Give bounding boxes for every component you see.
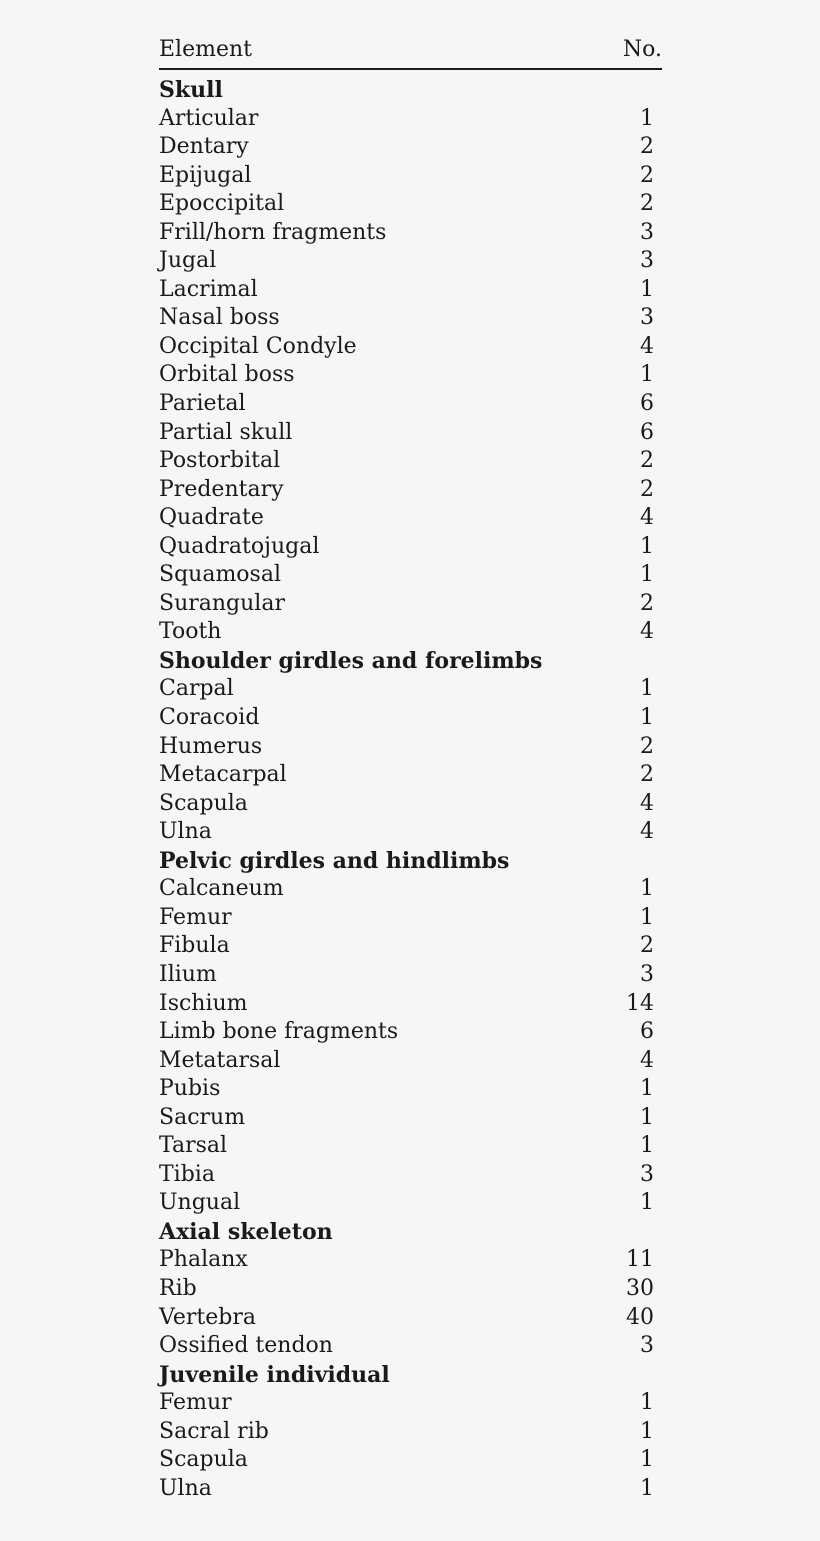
element-count: 6 <box>640 391 654 417</box>
table-row <box>159 1047 662 1076</box>
element-count: 1 <box>640 1390 654 1416</box>
element-count: 4 <box>640 619 654 645</box>
table-header <box>159 34 662 70</box>
table-row <box>159 1304 662 1333</box>
element-count: 1 <box>640 105 654 131</box>
section-title: Axial skeleton <box>159 1218 333 1245</box>
element-name: Postorbital <box>159 448 281 474</box>
element-count: 6 <box>640 1019 654 1045</box>
element-name: Limb bone fragments <box>159 1019 399 1045</box>
section-title: Pelvic girdles and hindlimbs <box>159 847 510 874</box>
table-row <box>159 590 662 619</box>
column-header-element: Element <box>159 37 253 62</box>
element-count-table <box>159 34 662 1503</box>
section-heading <box>159 847 662 876</box>
element-count: 11 <box>626 1247 654 1273</box>
element-count: 4 <box>640 505 654 531</box>
element-name: Lacrimal <box>159 276 258 302</box>
table-row <box>159 105 662 134</box>
table-row <box>159 1075 662 1104</box>
element-count: 4 <box>640 819 654 845</box>
element-name: Ulna <box>159 819 212 845</box>
element-count: 3 <box>640 1161 654 1187</box>
table-body <box>159 76 662 1503</box>
element-name: Coracoid <box>159 705 260 731</box>
element-count: 1 <box>640 276 654 302</box>
table-row <box>159 904 662 933</box>
section-title: Shoulder girdles and forelimbs <box>159 647 543 674</box>
element-name: Phalanx <box>159 1247 248 1273</box>
element-name: Scapula <box>159 790 248 816</box>
table-row <box>159 961 662 990</box>
element-name: Nasal boss <box>159 305 280 331</box>
element-count: 4 <box>640 333 654 359</box>
section-heading <box>159 1361 662 1390</box>
table-row <box>159 932 662 961</box>
table-row <box>159 1132 662 1161</box>
element-name: Quadratojugal <box>159 533 320 559</box>
section-heading <box>159 76 662 105</box>
element-count: 1 <box>640 904 654 930</box>
table-row <box>159 1275 662 1304</box>
table-row <box>159 1389 662 1418</box>
element-count: 2 <box>640 590 654 616</box>
element-count: 3 <box>640 1333 654 1359</box>
element-count: 14 <box>626 990 654 1016</box>
element-name: Pubis <box>159 1076 221 1102</box>
element-name: Ilium <box>159 961 217 987</box>
element-count: 1 <box>640 362 654 388</box>
element-count: 1 <box>640 676 654 702</box>
table-row <box>159 390 662 419</box>
element-count: 6 <box>640 419 654 445</box>
table-row <box>159 1189 662 1218</box>
element-name: Sacral rib <box>159 1418 269 1444</box>
table-row <box>159 219 662 248</box>
table-row <box>159 533 662 562</box>
table-row <box>159 361 662 390</box>
element-name: Metatarsal <box>159 1047 281 1073</box>
element-name: Fibula <box>159 933 230 959</box>
table-row <box>159 419 662 448</box>
table-row <box>159 1246 662 1275</box>
section-heading <box>159 647 662 676</box>
element-name: Jugal <box>159 248 217 274</box>
element-count: 2 <box>640 162 654 188</box>
table-row <box>159 1104 662 1133</box>
element-name: Epoccipital <box>159 191 285 217</box>
element-name: Femur <box>159 904 232 930</box>
element-name: Scapula <box>159 1447 248 1473</box>
element-name: Parietal <box>159 391 246 417</box>
table-row <box>159 704 662 733</box>
table-row <box>159 190 662 219</box>
element-name: Epijugal <box>159 162 252 188</box>
element-name: Dentary <box>159 134 249 160</box>
element-name: Predentary <box>159 476 284 502</box>
table-row <box>159 1332 662 1361</box>
element-count: 2 <box>640 762 654 788</box>
element-count: 3 <box>640 219 654 245</box>
element-count: 2 <box>640 448 654 474</box>
element-count: 1 <box>640 1190 654 1216</box>
element-name: Rib <box>159 1275 197 1301</box>
element-name: Quadrate <box>159 505 264 531</box>
element-name: Tooth <box>159 619 222 645</box>
element-count: 4 <box>640 1047 654 1073</box>
table-row <box>159 1446 662 1475</box>
table-row <box>159 162 662 191</box>
element-count: 2 <box>640 733 654 759</box>
element-count: 1 <box>640 1104 654 1130</box>
table-row <box>159 990 662 1019</box>
element-name: Tibia <box>159 1161 215 1187</box>
table-row <box>159 333 662 362</box>
table-row <box>159 733 662 762</box>
section-title: Juvenile individual <box>159 1361 390 1388</box>
element-name: Sacrum <box>159 1104 246 1130</box>
table-row <box>159 790 662 819</box>
element-name: Femur <box>159 1390 232 1416</box>
section-title: Skull <box>159 77 223 103</box>
element-count: 1 <box>640 876 654 902</box>
table-row <box>159 276 662 305</box>
table-row <box>159 1161 662 1190</box>
element-count: 4 <box>640 790 654 816</box>
element-count: 3 <box>640 305 654 331</box>
element-count: 40 <box>626 1304 654 1330</box>
element-name: Surangular <box>159 590 285 616</box>
element-name: Carpal <box>159 676 234 702</box>
table-row <box>159 818 662 847</box>
element-count: 1 <box>640 1447 654 1473</box>
table-row <box>159 133 662 162</box>
element-name: Orbital boss <box>159 362 295 388</box>
table-row <box>159 304 662 333</box>
table-row <box>159 1418 662 1447</box>
table-row <box>159 476 662 505</box>
element-count: 2 <box>640 476 654 502</box>
element-name: Calcaneum <box>159 876 284 902</box>
element-name: Squamosal <box>159 562 281 588</box>
table-row <box>159 1018 662 1047</box>
element-name: Ossified tendon <box>159 1333 333 1359</box>
element-count: 2 <box>640 191 654 217</box>
element-count: 1 <box>640 1133 654 1159</box>
element-count: 1 <box>640 1475 654 1501</box>
element-name: Tarsal <box>159 1133 228 1159</box>
element-name: Vertebra <box>159 1304 256 1330</box>
element-count: 1 <box>640 533 654 559</box>
table-row <box>159 561 662 590</box>
element-count: 3 <box>640 961 654 987</box>
element-name: Ulna <box>159 1475 212 1501</box>
element-count: 1 <box>640 1076 654 1102</box>
table-row <box>159 675 662 704</box>
table-row <box>159 247 662 276</box>
table-row <box>159 447 662 476</box>
table-row <box>159 504 662 533</box>
element-count: 2 <box>640 933 654 959</box>
element-name: Ungual <box>159 1190 241 1216</box>
element-count: 1 <box>640 562 654 588</box>
element-name: Ischium <box>159 990 248 1016</box>
table-row <box>159 618 662 647</box>
element-name: Occipital Condyle <box>159 333 357 359</box>
element-name: Humerus <box>159 733 263 759</box>
element-name: Partial skull <box>159 419 293 445</box>
element-count: 3 <box>640 248 654 274</box>
column-header-number: No. <box>622 37 662 62</box>
table-row <box>159 875 662 904</box>
table-row <box>159 761 662 790</box>
element-count: 1 <box>640 705 654 731</box>
element-count: 30 <box>626 1275 654 1301</box>
element-count: 2 <box>640 134 654 160</box>
table-row <box>159 1475 662 1504</box>
element-name: Articular <box>159 105 259 131</box>
element-name: Metacarpal <box>159 762 287 788</box>
section-heading <box>159 1218 662 1247</box>
element-count: 1 <box>640 1418 654 1444</box>
element-name: Frill/horn fragments <box>159 219 387 245</box>
